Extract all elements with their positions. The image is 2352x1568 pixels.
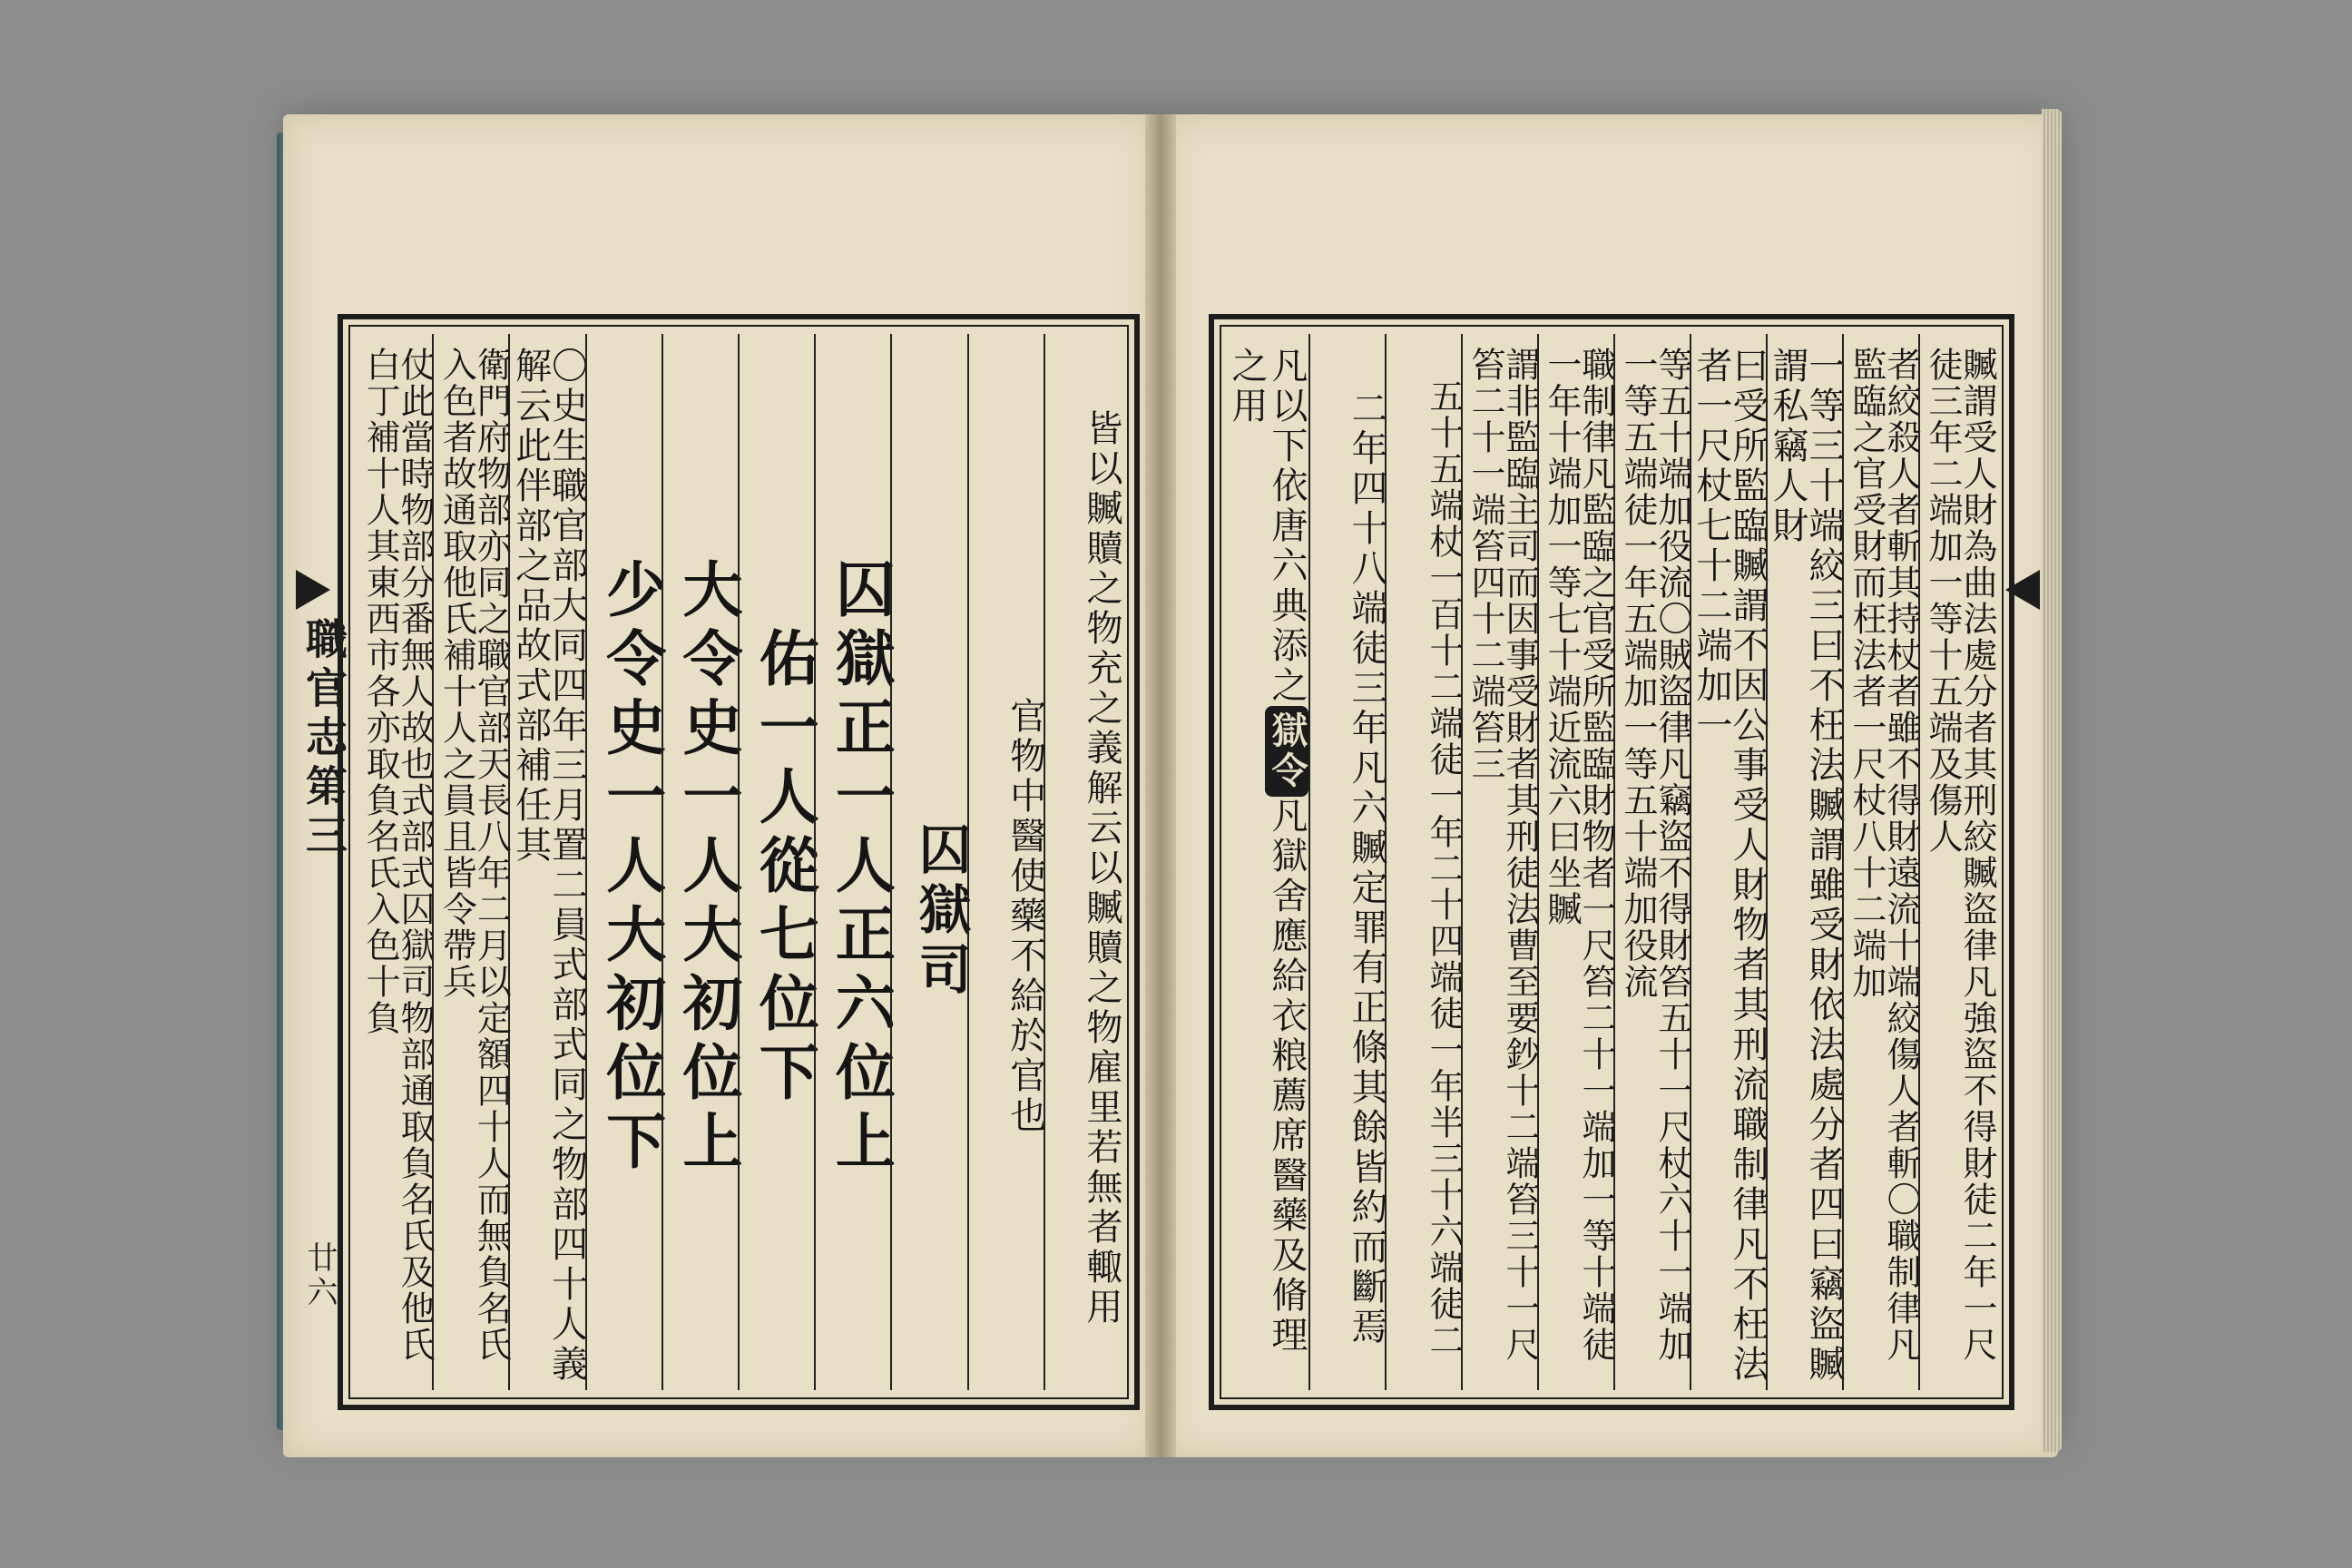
text-column: 〇史生職官部大同四年三月置二員式部式同之物部四十人義解云此伴部之品故式部補任其 <box>508 334 584 1390</box>
left-text-frame <box>338 314 1140 1410</box>
text-column: 二年四十八端徒三年凡六贓定罪有正條其餘皆約而斷焉 <box>1308 334 1385 1390</box>
right-text-frame <box>1209 314 2014 1410</box>
text-column: 一等三十端絞三曰不枉法贓謂雖受財依法處分者四曰竊盜贓謂私竊人財 <box>1766 334 1842 1390</box>
text-column: 少令史一人大初位下 <box>585 334 662 1390</box>
text-column: 曰受所監臨贓謂不因公事受人財物者其刑流職制律凡不枉法者一尺杖七十二端加一 <box>1690 334 1766 1390</box>
text-column: 五十五端杖一百十二端徒一年二十四端徒一年半三十六端徒二 <box>1385 334 1461 1390</box>
text-column: 佑一人從七位下 <box>738 334 814 1390</box>
gutter <box>1145 114 1176 1457</box>
fishtail-mark-left <box>296 570 330 610</box>
text-column: 皆以贓贖之物充之義解云以贓贖之物雇里若無者輙用 <box>1044 334 1120 1390</box>
text-column: 贓謂受人財為曲法處分者其刑絞贓盜律凡強盜不得財徒二年一尺徒三年二端加一等十五端及傷人 <box>1918 334 1994 1390</box>
bleed-through-left: ⠀ <box>895 345 944 410</box>
text-segment: 凡以下依唐六典添之 <box>1266 347 1308 706</box>
text-segment <box>1226 347 1308 1390</box>
text-column: 官物中醫使藥不給於官也 <box>967 334 1044 1390</box>
text-segment: 凡獄舍應給衣粮薦席醫藥及脩理之用 <box>1226 347 1308 1356</box>
text-column: 職制律凡監臨之官受所監臨財物者一尺笞二十一端加一等十端徒一年十端加一等七十端近流六曰坐贓 <box>1537 334 1613 1390</box>
text-column: 衛門府物部亦同之職官部天長八年二月以定額四十人而無負名氏入色者故通取他氏補十人之員且皆令帶兵 <box>432 334 508 1390</box>
section-heading: 囚獄司 <box>890 334 966 1390</box>
text-column: 謂非監臨主司而因事受財者其刑徒法曹至要鈔十二端笞三十一尺笞二十一端笞四十二端笞三 <box>1461 334 1537 1390</box>
right-columns <box>1226 334 1997 1390</box>
text-column-with-seal <box>1226 334 1308 1390</box>
folio-number: 廿六 <box>301 1241 338 1310</box>
page-edges <box>2042 109 2062 1452</box>
text-column: 仗此當時物部分番無人故也式部式囚獄司物部通取負名氏及他氏白丁補十人其東西市各亦取負名氏入色十負 <box>360 347 436 1363</box>
text-column: 等五十端加役流〇賊盜律凡竊盜不得財笞五十一尺杖六十一端加一等五端徒一年五端加一等五十端加役流 <box>1613 334 1690 1390</box>
text-column: 者絞殺人者斬其持杖者雖不得財遠流十端絞傷人者斬〇職制律凡監臨之官受財而枉法者一尺杖八十二端加 <box>1842 334 1918 1390</box>
left-columns <box>358 334 1120 1390</box>
text-column: 囚獄正一人正六位上 <box>814 334 890 1390</box>
margin-title: 職官志第三 <box>299 617 348 862</box>
text-column: 大令史一人大初位上 <box>662 334 738 1390</box>
seal-label: 獄令 <box>1265 706 1308 797</box>
